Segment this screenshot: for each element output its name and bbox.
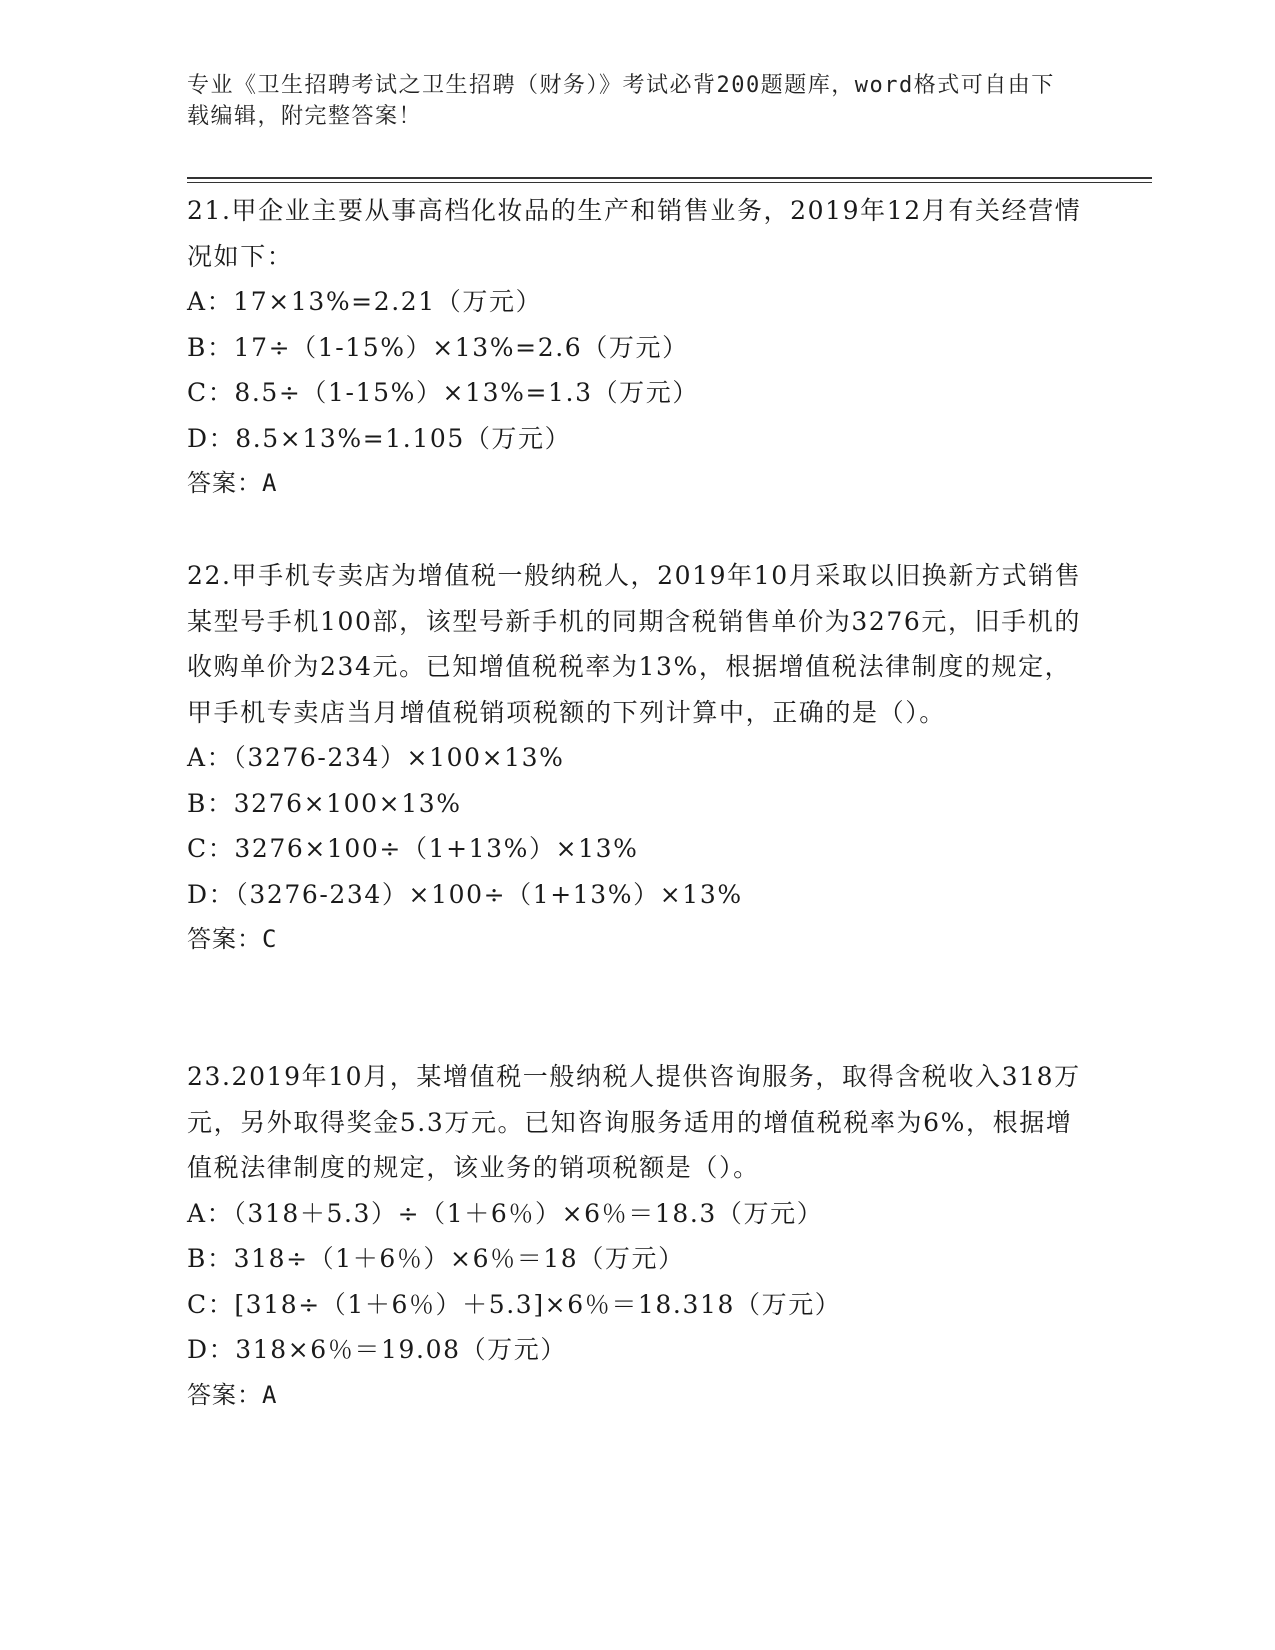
question-22: [187, 553, 1092, 963]
option-a: A：（3276-234）×100×13%: [187, 743, 565, 772]
option-d: D：8.5×13%=1.105（万元）: [187, 423, 572, 453]
option-b: B：3276×100×13%: [187, 788, 462, 818]
option-d: D：318×6％＝19.08（万元）: [187, 1335, 567, 1364]
question-stem: 22.甲手机专卖店为增值税一般纳税人，2019年10月采取以旧换新方式销售某型号手机100部，该型号新手机的同期含税销售单价为3276元，旧手机的收购单价为234元。已知增值税税率为13%，根据增值税法律制度的规定，甲手机专卖店当月增值税销项税额的下列计算中，正确的是（）。: [187, 561, 1082, 727]
option-b: B：318÷（1＋6％）×6％＝18（万元）: [187, 1244, 685, 1273]
option-b: B：17÷（1-15%）×13%=2.6（万元）: [187, 332, 689, 362]
question-23: [187, 1054, 1092, 1418]
question-21: [187, 188, 1092, 507]
answer-line: 答案：C: [187, 925, 278, 953]
header-divider-thin: [187, 182, 1152, 183]
option-d: D：（3276-234）×100÷（1+13%）×13%: [187, 879, 743, 909]
document-header: 专业《卫生招聘考试之卫生招聘（财务）》考试必背200题题库，word格式可自由下载编辑，附完整答案！: [187, 73, 1055, 129]
answer-line: 答案：A: [187, 1380, 278, 1409]
option-c: C：[318÷（1＋6％）＋5.3]×6％＝18.318（万元）: [187, 1289, 842, 1319]
option-c: C：8.5÷（1-15%）×13%=1.3（万元）: [187, 378, 699, 407]
question-stem: 21.甲企业主要从事高档化妆品的生产和销售业务，2019年12月有关经营情况如下：: [187, 196, 1082, 271]
option-a: A：（318＋5.3）÷（1＋6％）×6％＝18.3（万元）: [187, 1198, 824, 1228]
option-c: C：3276×100÷（1+13%）×13%: [187, 834, 639, 863]
question-stem: 23.2019年10月，某增值税一般纳税人提供咨询服务，取得含税收入318万元，另外取得奖金5.3万元。已知咨询服务适用的增值税税率为6%，根据增值税法律制度的规定，该业务的销项税额是（）。: [187, 1062, 1081, 1182]
answer-line: 答案：A: [187, 469, 278, 497]
option-a: A：17×13%=2.21（万元）: [187, 287, 543, 316]
header-divider: [187, 177, 1152, 179]
